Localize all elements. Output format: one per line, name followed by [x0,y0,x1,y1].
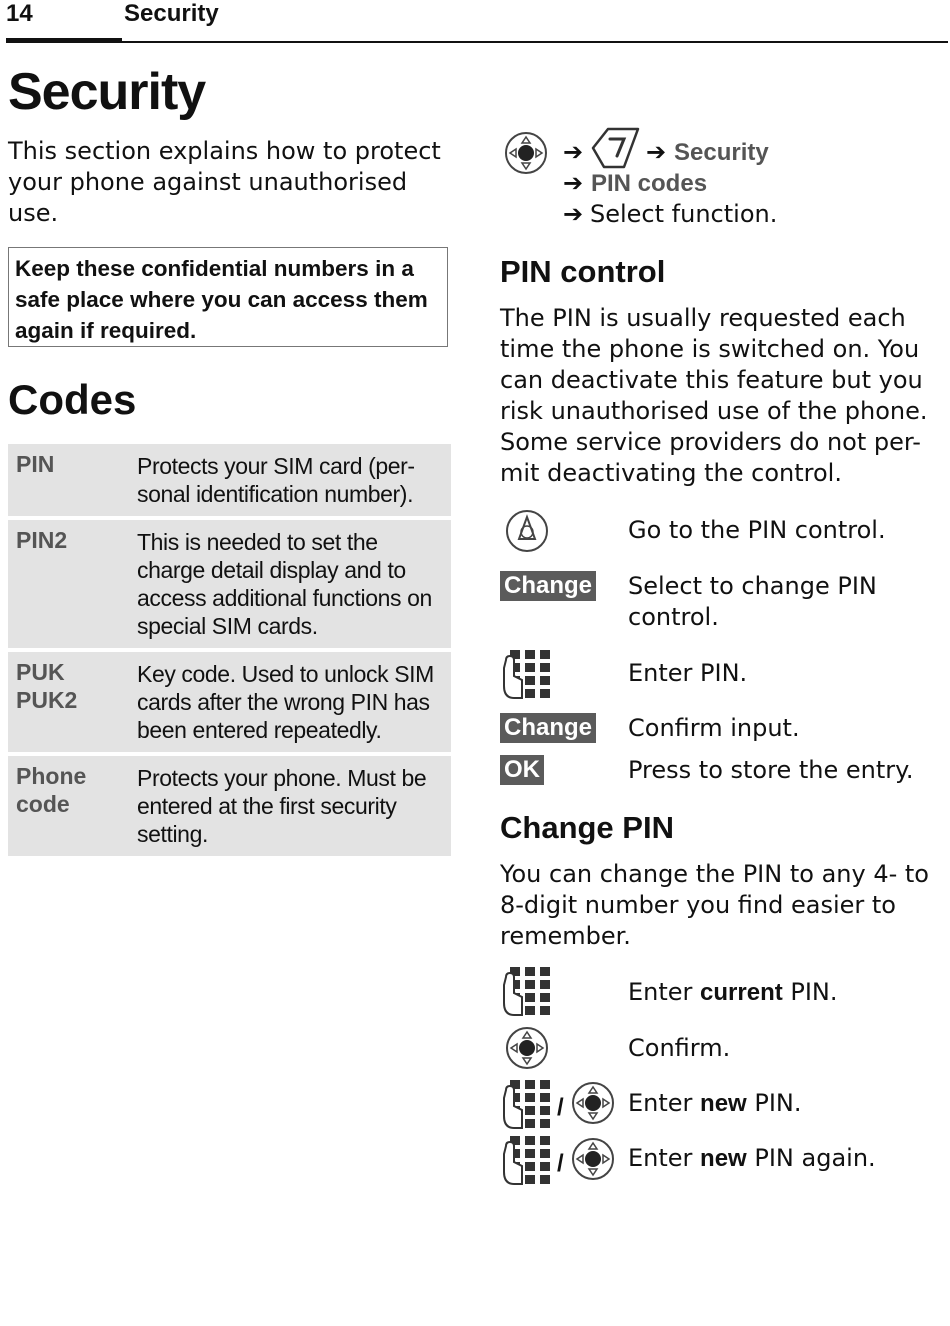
page-number: 14 [6,0,33,27]
codes-row-puk [8,652,451,752]
step-store-text: Press to store the entry. [628,756,914,784]
pin-control-paragraph: The PIN is usually requested each time the phone is switched on. You can deactivate this feature but you risk unauthorised use of the phone. Some service providers do not per-mit deactivating the control. [500,304,928,487]
menu-arrow-icon: ➔ [646,138,667,166]
menu-arrow-icon: ➔ [563,200,584,228]
step-new-pin-text [628,1088,802,1119]
page-title: Security [8,63,206,121]
nav-key-center-icon [570,1080,616,1126]
nav-key-center-icon [504,1025,550,1071]
code-description: Protects your SIM card (per- sonal identification number). [137,453,415,507]
step-text-pre: Enter [628,1089,701,1117]
intro-paragraph: This section explains how to protect your phone against unauthorised use. [8,137,441,227]
pin-control-heading: PIN control [500,254,666,289]
step-current-pin-text [628,977,838,1008]
code-description: Key code. Used to unlock SIM cards after the wrong PIN has been entered repeatedly. [137,661,434,743]
change-softkey: Change [500,571,596,601]
change-pin-paragraph: You can change the PIN to any 4- to 8-digit number you find easier to remember. [500,860,929,950]
keypad-icon [500,1134,554,1186]
step-confirm-text: Confirm input. [628,714,800,742]
or-separator: / [557,1150,564,1177]
step-change-text: Select to change PIN control. [628,572,877,631]
code-name: PIN2 [16,527,68,553]
code-name: Phone code [16,763,87,817]
step-go-text: Go to the PIN control. [628,516,886,544]
keypad-icon [500,1078,554,1130]
code-name: PUK PUK2 [16,659,78,713]
menu-arrow-icon: ➔ [563,169,584,197]
menu-item-security: Security [674,139,769,166]
menu-item-select-function: Select function. [590,200,778,228]
step-text-pre: Enter [628,978,701,1006]
step-confirm-current-text: Confirm. [628,1034,731,1062]
codes-row-pin [8,444,451,516]
running-header-title: Security [124,0,219,27]
or-separator: / [557,1094,564,1121]
change-confirm-softkey: Change [500,713,596,743]
step-enter-pin-text: Enter PIN. [628,659,748,687]
codes-table [8,444,451,860]
settings-menu-icon [590,126,642,170]
step-new-pin-again-text [628,1143,876,1174]
keypad-icon [500,648,554,700]
change-pin-heading: Change PIN [500,810,674,845]
code-name: PIN [16,451,55,477]
codes-row-pin2 [8,520,451,648]
confidential-note: Keep these confidential numbers in a safe place where you can access them again if required. [8,247,448,347]
header-rule [6,41,948,43]
step-text-bold: new [700,1090,747,1117]
nav-key-up-icon [504,508,550,554]
code-description: Protects your phone. Must be entered at the first security setting. [137,765,427,847]
nav-key-center-icon [570,1136,616,1182]
step-text-bold: current [700,979,783,1006]
ok-softkey: OK [500,755,544,785]
codes-row-phone-code [8,756,451,856]
step-text-pre: Enter [628,1144,701,1172]
step-text-post: PIN again. [746,1144,876,1172]
step-text-bold: new [700,1145,747,1172]
menu-arrow-icon: ➔ [563,138,584,166]
step-text-post: PIN. [782,978,838,1006]
code-description: This is needed to set the charge detail display and to access additional functions on special SIM cards. [137,529,432,639]
step-text-post: PIN. [746,1089,802,1117]
keypad-icon [500,965,554,1017]
nav-key-center-icon [503,130,549,176]
menu-item-pin-codes: PIN codes [591,170,708,197]
codes-heading: Codes [8,376,137,423]
